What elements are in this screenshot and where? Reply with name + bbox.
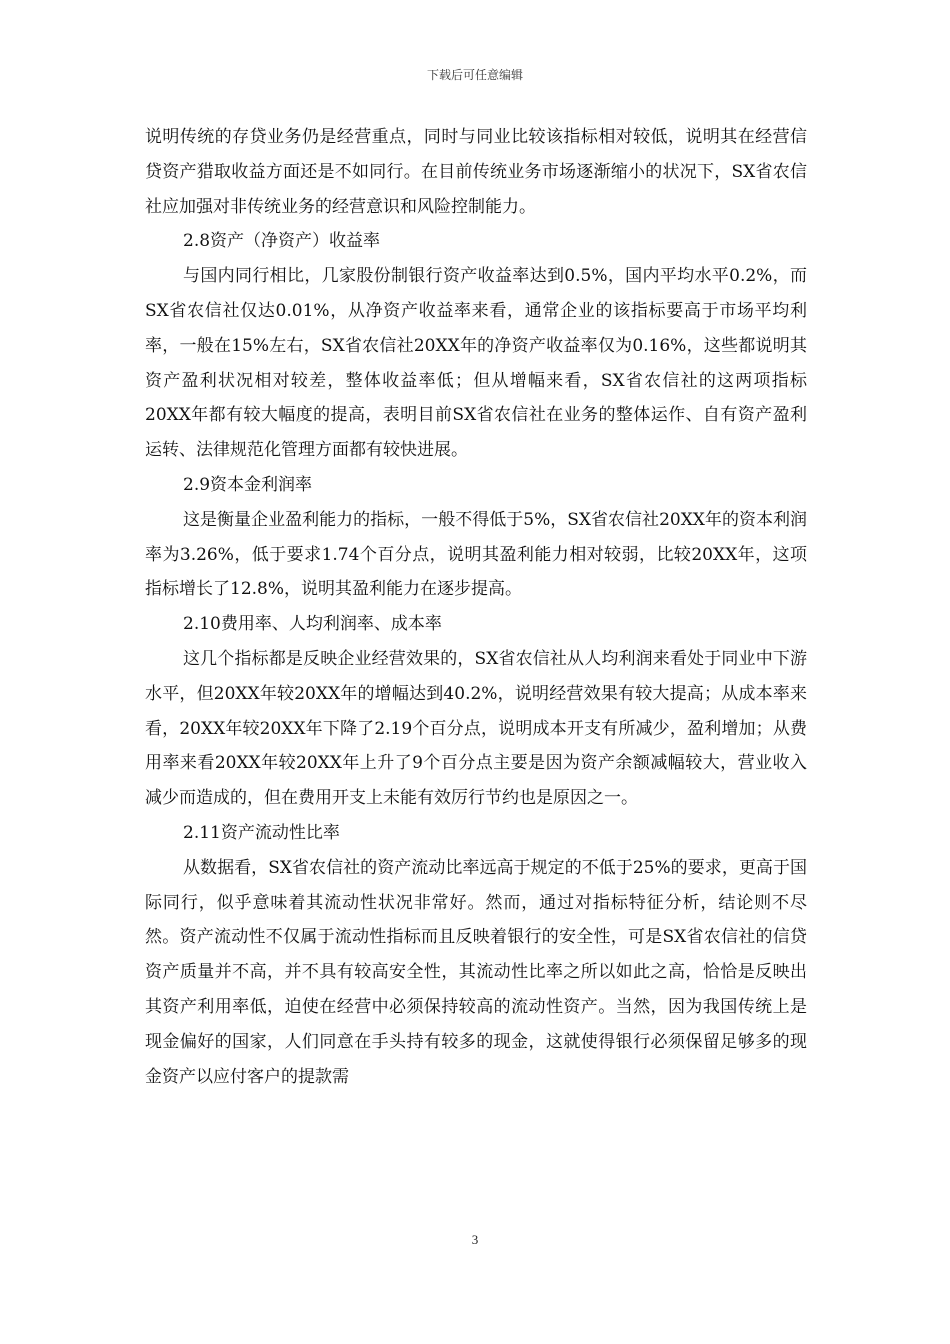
page-header: 下载后可任意编辑 [426,68,523,82]
paragraph-liquidity: 从数据看，SX省农信社的资产流动比率远高于规定的不低于25%的要求，更高于国际同行，似乎意味着其流动性状况非常好。然而，通过对指标特征分析，结论则不尽然。资产流动性不仅属于流动性指标而且反映着银行的安全性，可是SX省农信社的信贷资产质量并不高，并不具有较高安全性，其流动性比率之所以如此之高，恰恰是反映出其资产利用率低，迫使在经营中必须保持较高的流动性资产。当然，因为我国传统上是现金偏好的国家，人们同意在手头持有较多的现金，这就使得银行必须保留足够多的现金资产以应付客户的提款需 [145,857,807,1087]
section-heading-2-10: 2.10费用率、人均利润率、成本率 [183,614,442,635]
section-heading-2-8: 2.8资产（净资产）收益率 [183,231,381,252]
paragraph-capital-profit: 这是衡量企业盈利能力的指标，一般不得低于5%，SX省农信社20XX年的资本利润率为3.26%，低于要求1.74个百分点，说明其盈利能力相对较弱，比较20XX年，这项指标增长了12.8%，说明其盈利能力在逐步提高。 [145,509,807,600]
section-heading-2-9: 2.9资本金利润率 [183,474,313,495]
paragraph-continued: 说明传统的存贷业务仍是经营重点，同时与同业比较该指标相对较低，说明其在经营信贷资产猎取收益方面还是不如同行。在目前传统业务市场逐渐缩小的状况下，SX省农信社应加强对非传统业务的经营意识和风险控制能力。 [145,127,807,217]
paragraph-roa: 与国内同行相比，几家股份制银行资产收益率达到0.5%，国内平均水平0.2%，而SX省农信社仅达0.01%，从净资产收益率来看，通常企业的该指标要高于市场平均利率，一般在15%左右，SX省农信社20XX年的净资产收益率仅为0.16%，这些都说明其资产盈利状况相对较差，整体收益率低；但从增幅来看，SX省农信社的这两项指标20XX年都有较大幅度的提高，表明目前SX省农信社在业务的整体运作、自有资产盈利运转、法律规范化管理方面都有较快进展。 [145,266,807,461]
paragraph-cost-ratios: 这几个指标都是反映企业经营效果的，SX省农信社从人均利润来看处于同业中下游水平，但20XX年较20XX年的增幅达到40.2%，说明经营效果有较大提高；从成本率来看，20XX年较20XX年下降了2.19个百分点，说明成本开支有所减少，盈利增加；从费用率来看20XX年较20XX年上升了9个百分点主要是因为资产余额减幅较大，营业收入减少而造成的，但在费用开支上未能有效厉行节约也是原因之一。 [145,648,807,809]
page-number: 3 [471,1232,479,1247]
document-body [145,120,807,1094]
section-heading-2-11: 2.11资产流动性比率 [183,822,340,843]
